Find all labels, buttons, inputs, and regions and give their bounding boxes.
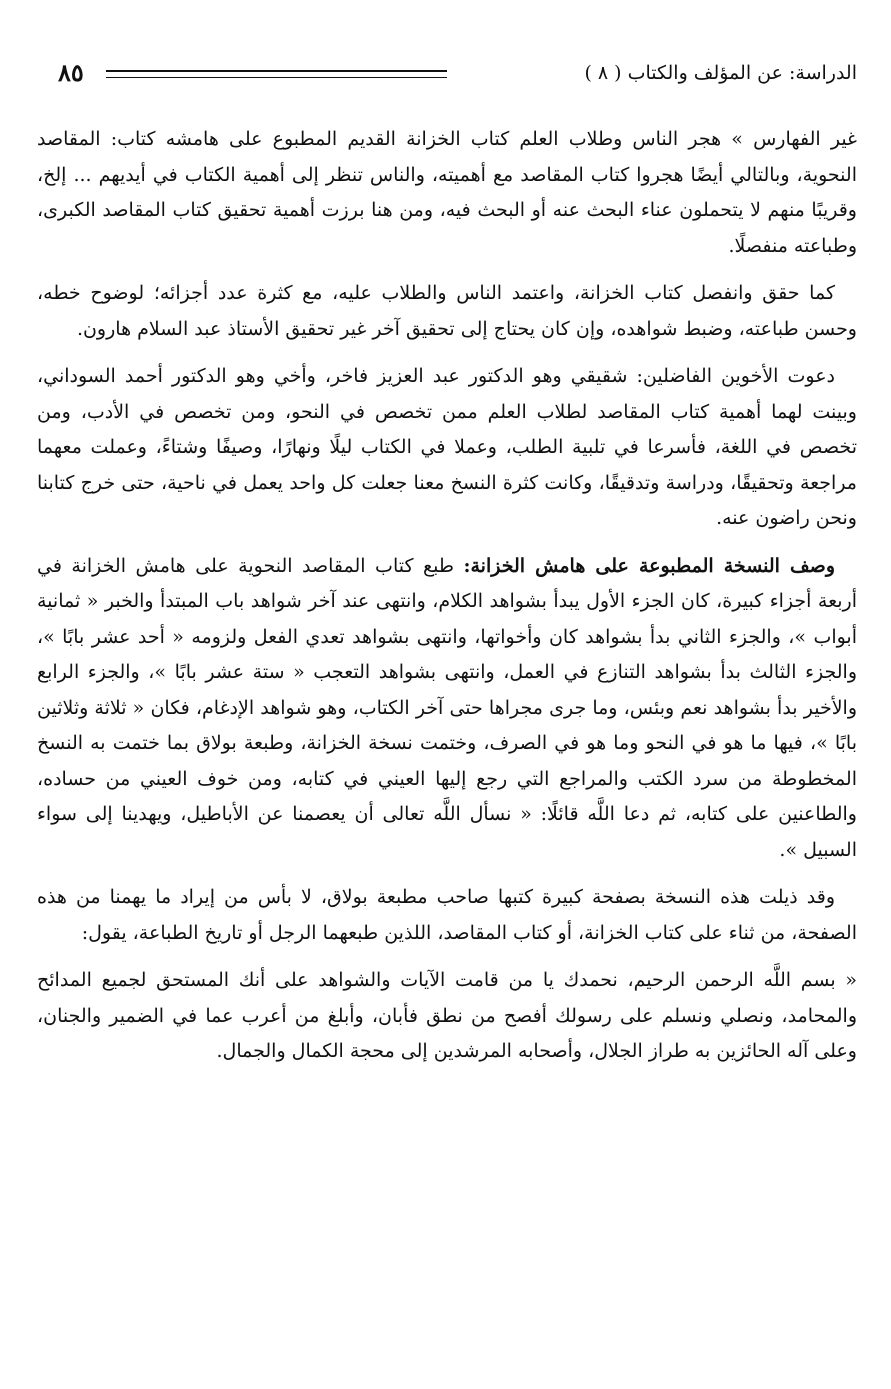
page-number: ٨٥ xyxy=(58,58,84,87)
paragraph-1: غير الفهارس » هجر الناس وطلاب العلم كتاب الخزانة القديم المطبوع على هامشه كتاب: المقاصد النحوية، وبالتالي أيضًا هجروا كتاب المقاصد مع أهميته، والناس تنظر إلى أهمية الكتاب في أيديهم ... إلخ، وقريبًا منهم لا يتحملون عناء البحث عنه أو البحث فيه، ومن هنا برزت أهمية تحقيق كتاب المقاصد الكبرى، وطباعته منفصلًا. xyxy=(37,128,857,257)
quoted-paragraph: « بسم اللَّه الرحمن الرحيم، نحمدك يا من قامت الآيات والشواهد على أنك المستحق لجميع المدائح والمحامد، ونصلي ونسلم على رسولك أفصح من نطق فأبان، وأبلغ من أعرب عما في الضمير والجنان، وعلى آله الحائزين به طراز الجلال، وأصحابه المرشدين إلى محجة الكمال والجمال. xyxy=(37,969,858,1062)
paragraph-2: كما حقق وانفصل كتاب الخزانة، واعتمد الناس والطلاب عليه، مع كثرة عدد أجزائه؛ لوضوح خطه، وحسن طباعته، وضبط شواهده، وإن كان يحتاج إلى تحقيق آخر غير تحقيق الأستاذ عبد السلام هارون. xyxy=(37,282,857,340)
header-title: الدراسة: عن المؤلف والكتاب ( ٨ ) xyxy=(584,62,857,84)
paragraph-4 xyxy=(37,549,857,869)
header-rule xyxy=(106,70,447,78)
paragraph-3: دعوت الأخوين الفاضلين: شقيقي وهو الدكتور عبد العزيز فاخر، وأخي وهو الدكتور أحمد السوداني، وبينت لهما أهمية كتاب المقاصد لطلاب العلم ممن تخصص في النحو، ومن تخصص في الأدب، ومن تخصص في اللغة، فأسرعا في تلبية الطلب، وعملا في الكتاب ليلًا ونهارًا، وصيفًا وشتاءً، وعملت معهما مراجعة وتحقيقًا، ودراسة وتدقيقًا، وكانت كثرة النسخ معنا جعلت كل واحد يعمل في ناحية، حتى خرج كتابنا ونحن راضون عنه. xyxy=(37,365,857,529)
paragraph-4-text: طبع كتاب المقاصد النحوية على هامش الخزانة في أربعة أجزاء كبيرة، كان الجزء الأول يبدأ بشواهد الكلام، وانتهى عند آخر شواهد باب المبتدأ والخبر « ثمانية أبواب »، والجزء الثاني بدأ بشواهد كان وأخواتها، وانتهى بشواهد تعدي الفعل ولزومه « أحد عشر بابًا »، والجزء الثالث بدأ بشواهد التنازع في العمل، وانتهى بشواهد التعجب « ستة عشر بابًا »، والجزء الرابع والأخير بدأ بشواهد نعم وبئس، وما جرى مجراها حتى آخر الكتاب، وهو شواهد الإدغام، فكان « ثلاثة وثلاثين بابًا »، فيها ما هو في النحو وما هو في الصرف، وختمت نسخة الخزانة، وطبعة بولاق بما ختمت به النسخ المخطوطة من سرد الكتب والمراجع التي رجع إليها العيني في كتابه، ومن خوف العيني من حساده، والطاعنين على كتابه، ثم دعا اللَّه قائلًا: « نسأل اللَّه تعالى أن يعصمنا عن الأباطيل، ويهدينا إلى سواء السبيل ». xyxy=(37,554,857,861)
body-text xyxy=(37,122,857,1082)
paragraph-5: وقد ذيلت هذه النسخة بصفحة كبيرة كتبها صاحب مطبعة بولاق، لا بأس من إيراد ما يهمنا من هذه الصفحة، من ثناء على كتاب الخزانة، أو كتاب المقاصد، اللذين طبعهما الرجل أو تاريخ الطباعة، يقول: xyxy=(37,886,857,944)
running-header xyxy=(58,58,857,90)
section-heading: وصف النسخة المطبوعة على هامش الخزانة: xyxy=(463,554,835,577)
